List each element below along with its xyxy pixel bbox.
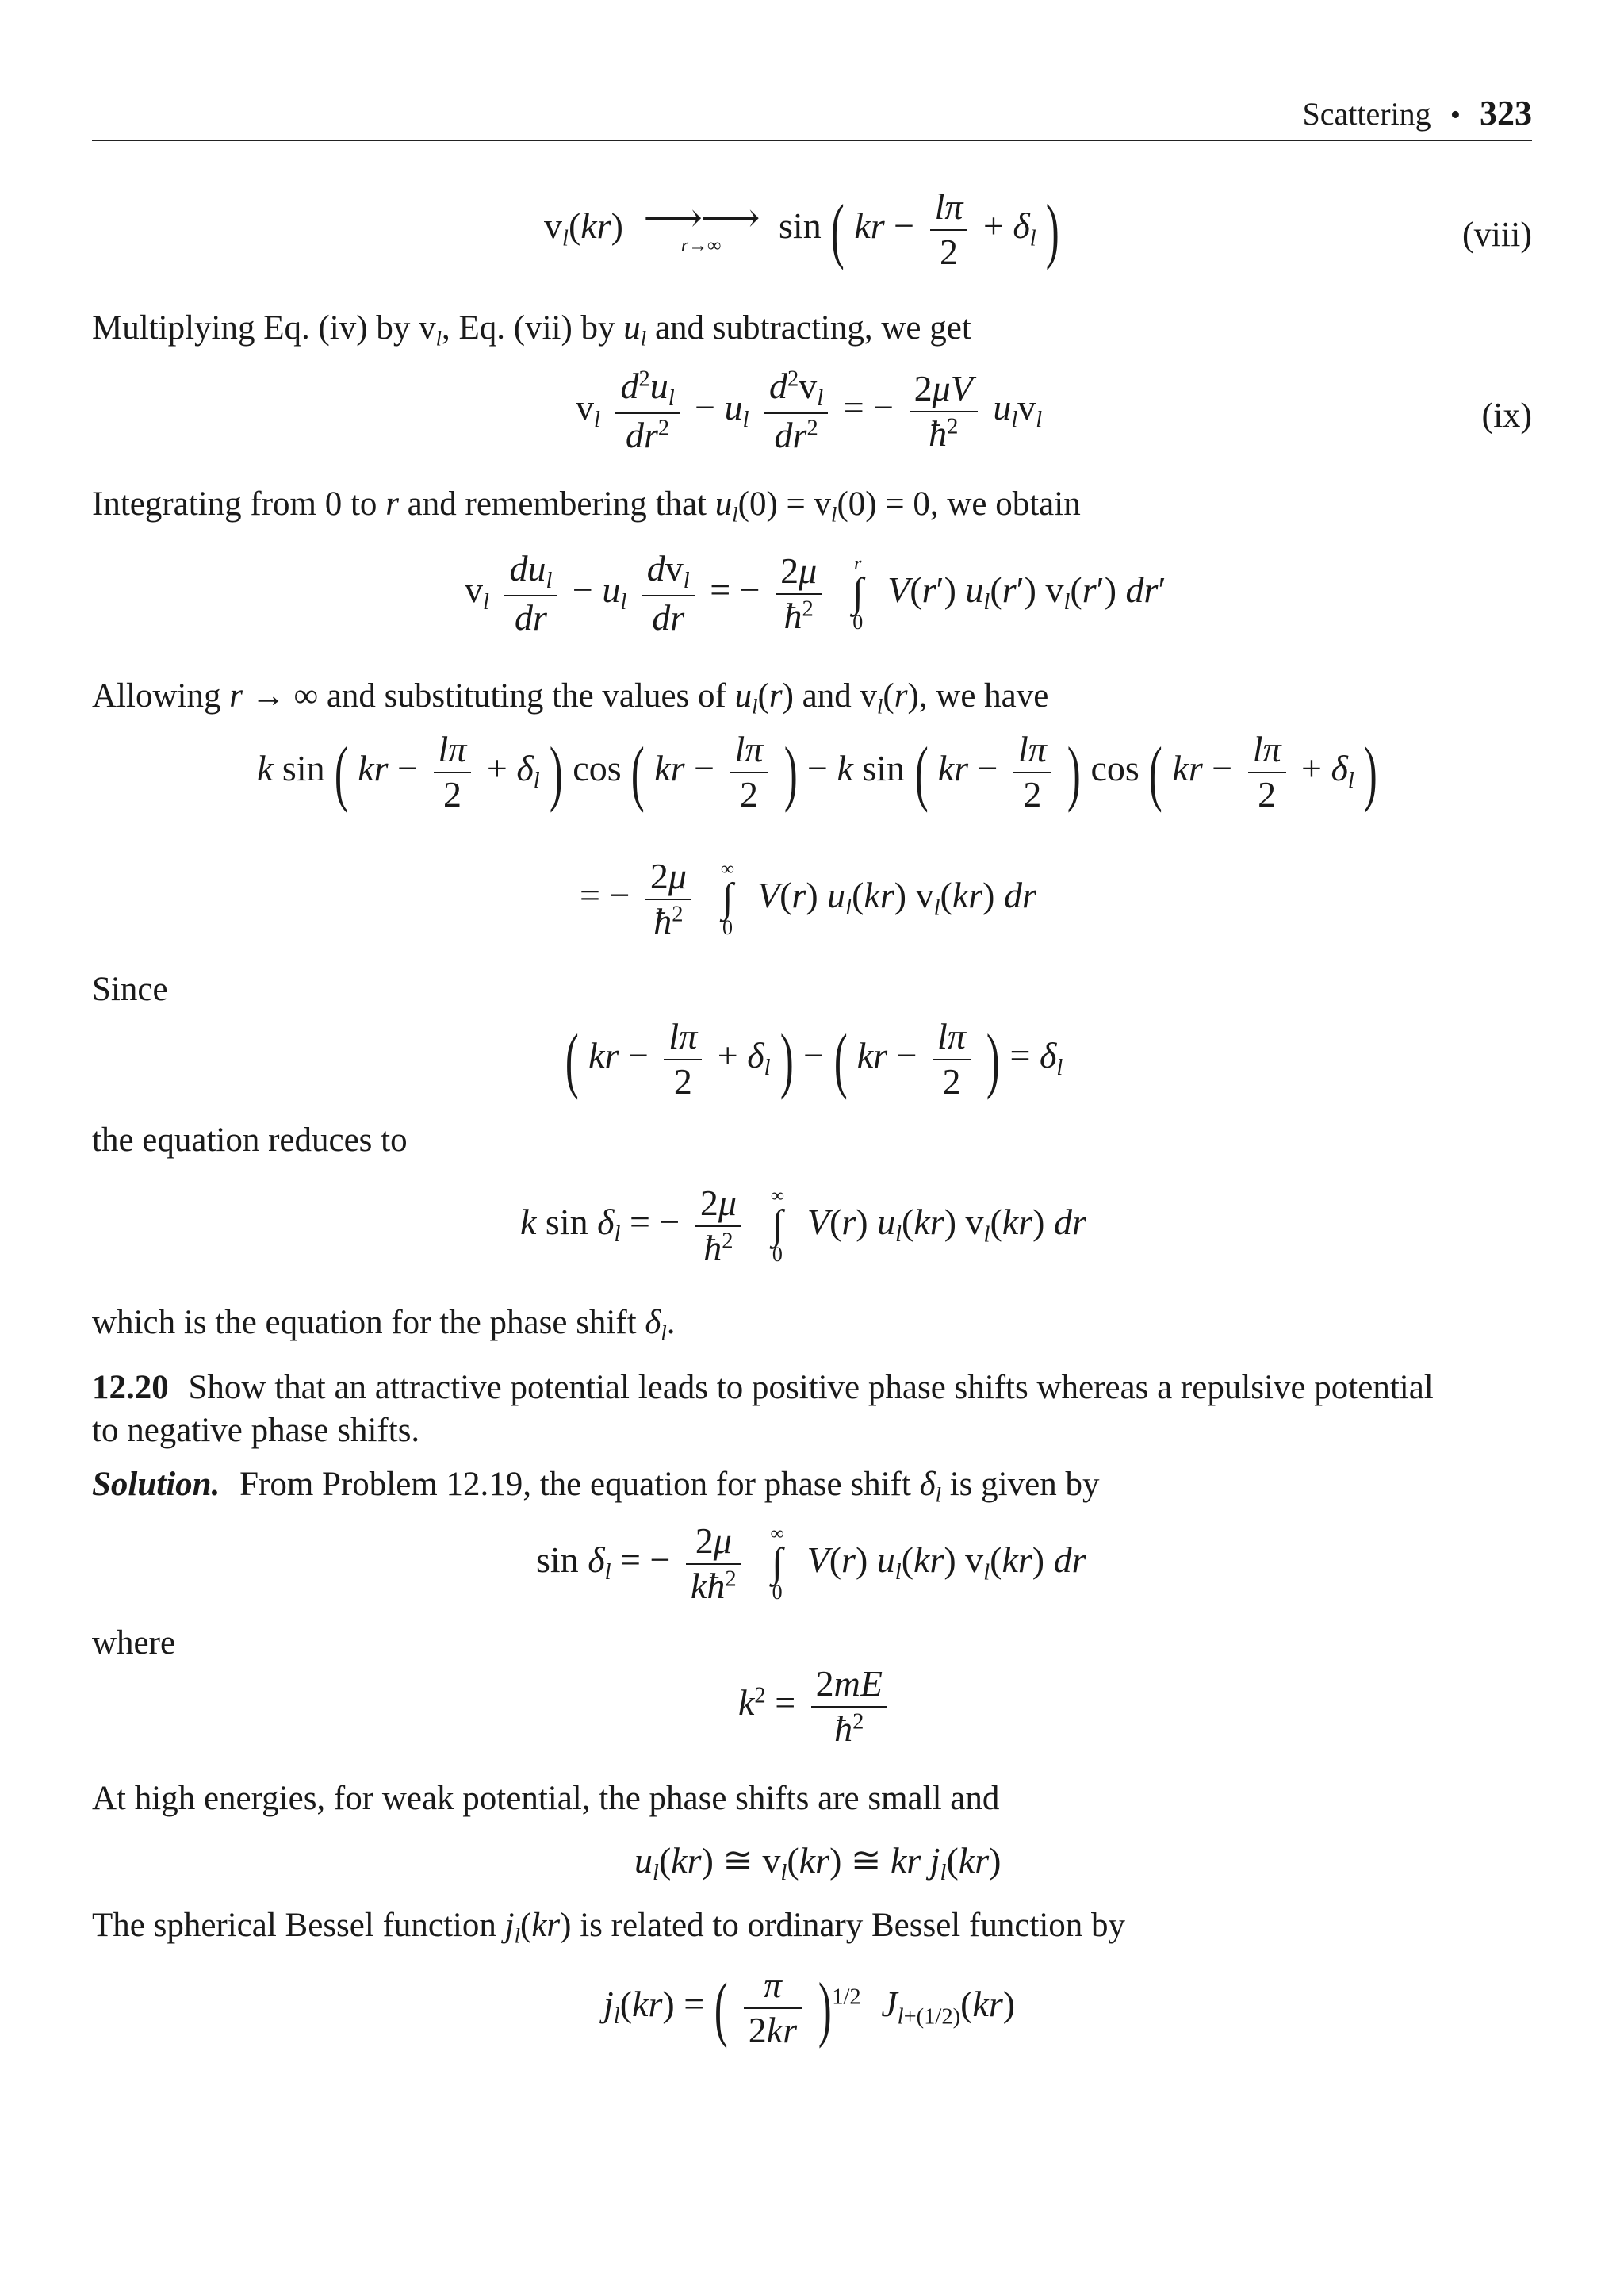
paragraph-allowing: Allowing r → ∞ and substituting the values of $u_l(r)$ and $v_l(r)$, we have <box>92 677 1049 719</box>
problem-12-20-cont: to negative phase shifts. <box>92 1412 420 1449</box>
equation-sin-delta: $\sin \delta_l$ = − $\frac{2\mu}{kħ^2}$ ∞ ∫ 0 V(r) $u_l(kr)$ $v_l(kr)$ dr <box>536 1520 1086 1606</box>
equation-number-ix: (ix) <box>1481 396 1532 435</box>
limit-arrow: ⟶⟶ r→∞ <box>643 196 759 256</box>
equation-substituted-lhs: k sin ( kr − $\frac{l\pi}{2}$ + $\delta_l$ ) cos ( kr − $\frac{l\pi}{2}$ ) − k sin ( kr − $\frac{l\pi}{2}$ ) cos ( kr − $\frac{l\pi}{2}$ + $\delta_l$ ) <box>257 729 1378 815</box>
equation-bessel: $j_l(kr)$ = ( $\frac{\pi}{2kr}$ )$^{1/2}$ $J_{l+(1/2)}(kr)$ <box>603 1965 1016 2050</box>
equation-ix: $v_l$ $\frac{d^2u_l}{dr^2}$ − $u_l$ $\frac{d^2v_l}{dr^2}$ = − $\frac{2\mu V}{ħ^2}$ $u_lv_l$ <box>576 366 1043 456</box>
running-header <box>92 89 1532 141</box>
equation-viii: $v_l(kr)$ ⟶⟶ r→∞ sin ( kr − $\frac{l\pi}{2}$ + $\delta_l$ ) <box>544 186 1059 272</box>
paragraph-bessel: The spherical Bessel function $j_l(kr)$ is related to ordinary Bessel function by <box>92 1907 1126 1948</box>
paragraph-high-energies: At high energies, for weak potential, the phase shifts are small and <box>92 1780 1000 1817</box>
equation-substituted-rhs: = − $\frac{2\mu}{ħ^2}$ ∞ ∫ 0 V(r) $u_l(kr)$ $v_l(kr)$ dr <box>580 856 1036 941</box>
equation-phase-difference: ( kr − $\frac{l\pi}{2}$ + $\delta_l$ ) − ( kr − $\frac{l\pi}{2}$ ) = $\delta_l$ <box>565 1016 1063 1102</box>
paragraph-which: which is the equation for the phase shift $\delta_l$. <box>92 1304 676 1345</box>
header-bullet: • <box>1450 98 1461 132</box>
solution-label: Solution. <box>92 1466 220 1503</box>
paragraph-multiplying: Multiplying Eq. (iv) by $v_l$, Eq. (vii) by $u_l$ and subtracting, we get <box>92 309 971 351</box>
equation-k-squared: $k^2$ = $\frac{2mE}{ħ^2}$ <box>92 1664 1532 1749</box>
equation-integrated: $v_l$ $\frac{du_l}{dr}$ − $u_l$ $\frac{dv_l}{dr}$ = − $\frac{2\mu}{ħ^2}$ r ∫ 0 V(r′) $u_l(r')$ $v_l(r')$ dr′ <box>465 548 1166 638</box>
section-title: Scattering <box>1302 96 1431 132</box>
label-since: Since <box>92 971 168 1008</box>
equation-k-sin-delta: k $\sin \delta_l$ = − $\frac{2\mu}{ħ^2}$ ∞ ∫ 0 V(r) $u_l(kr)$ $v_l(kr)$ dr <box>520 1183 1086 1268</box>
paragraph-integrating: Integrating from 0 to r and remembering that $u_l(0) = v_l(0) = 0$, we obtain <box>92 485 1081 527</box>
paragraph-reduces: the equation reduces to <box>92 1121 408 1159</box>
problem-12-20: 12.20 Show that an attractive potential leads to positive phase shifts whereas a repulsive potential <box>92 1369 1434 1406</box>
equation-number-viii: (viii) <box>1462 215 1532 254</box>
page-number: 323 <box>1480 94 1532 132</box>
equation-approximation: $u_l(kr)$ ≅ $v_l(kr)$ ≅ kr $j_l(kr)$ <box>634 1840 1002 1886</box>
problem-number: 12.20 <box>92 1369 169 1406</box>
solution-paragraph: Solution. From Problem 12.19, the equation for phase shift $\delta_l$ is given by <box>92 1466 1100 1507</box>
label-where: where <box>92 1624 176 1662</box>
